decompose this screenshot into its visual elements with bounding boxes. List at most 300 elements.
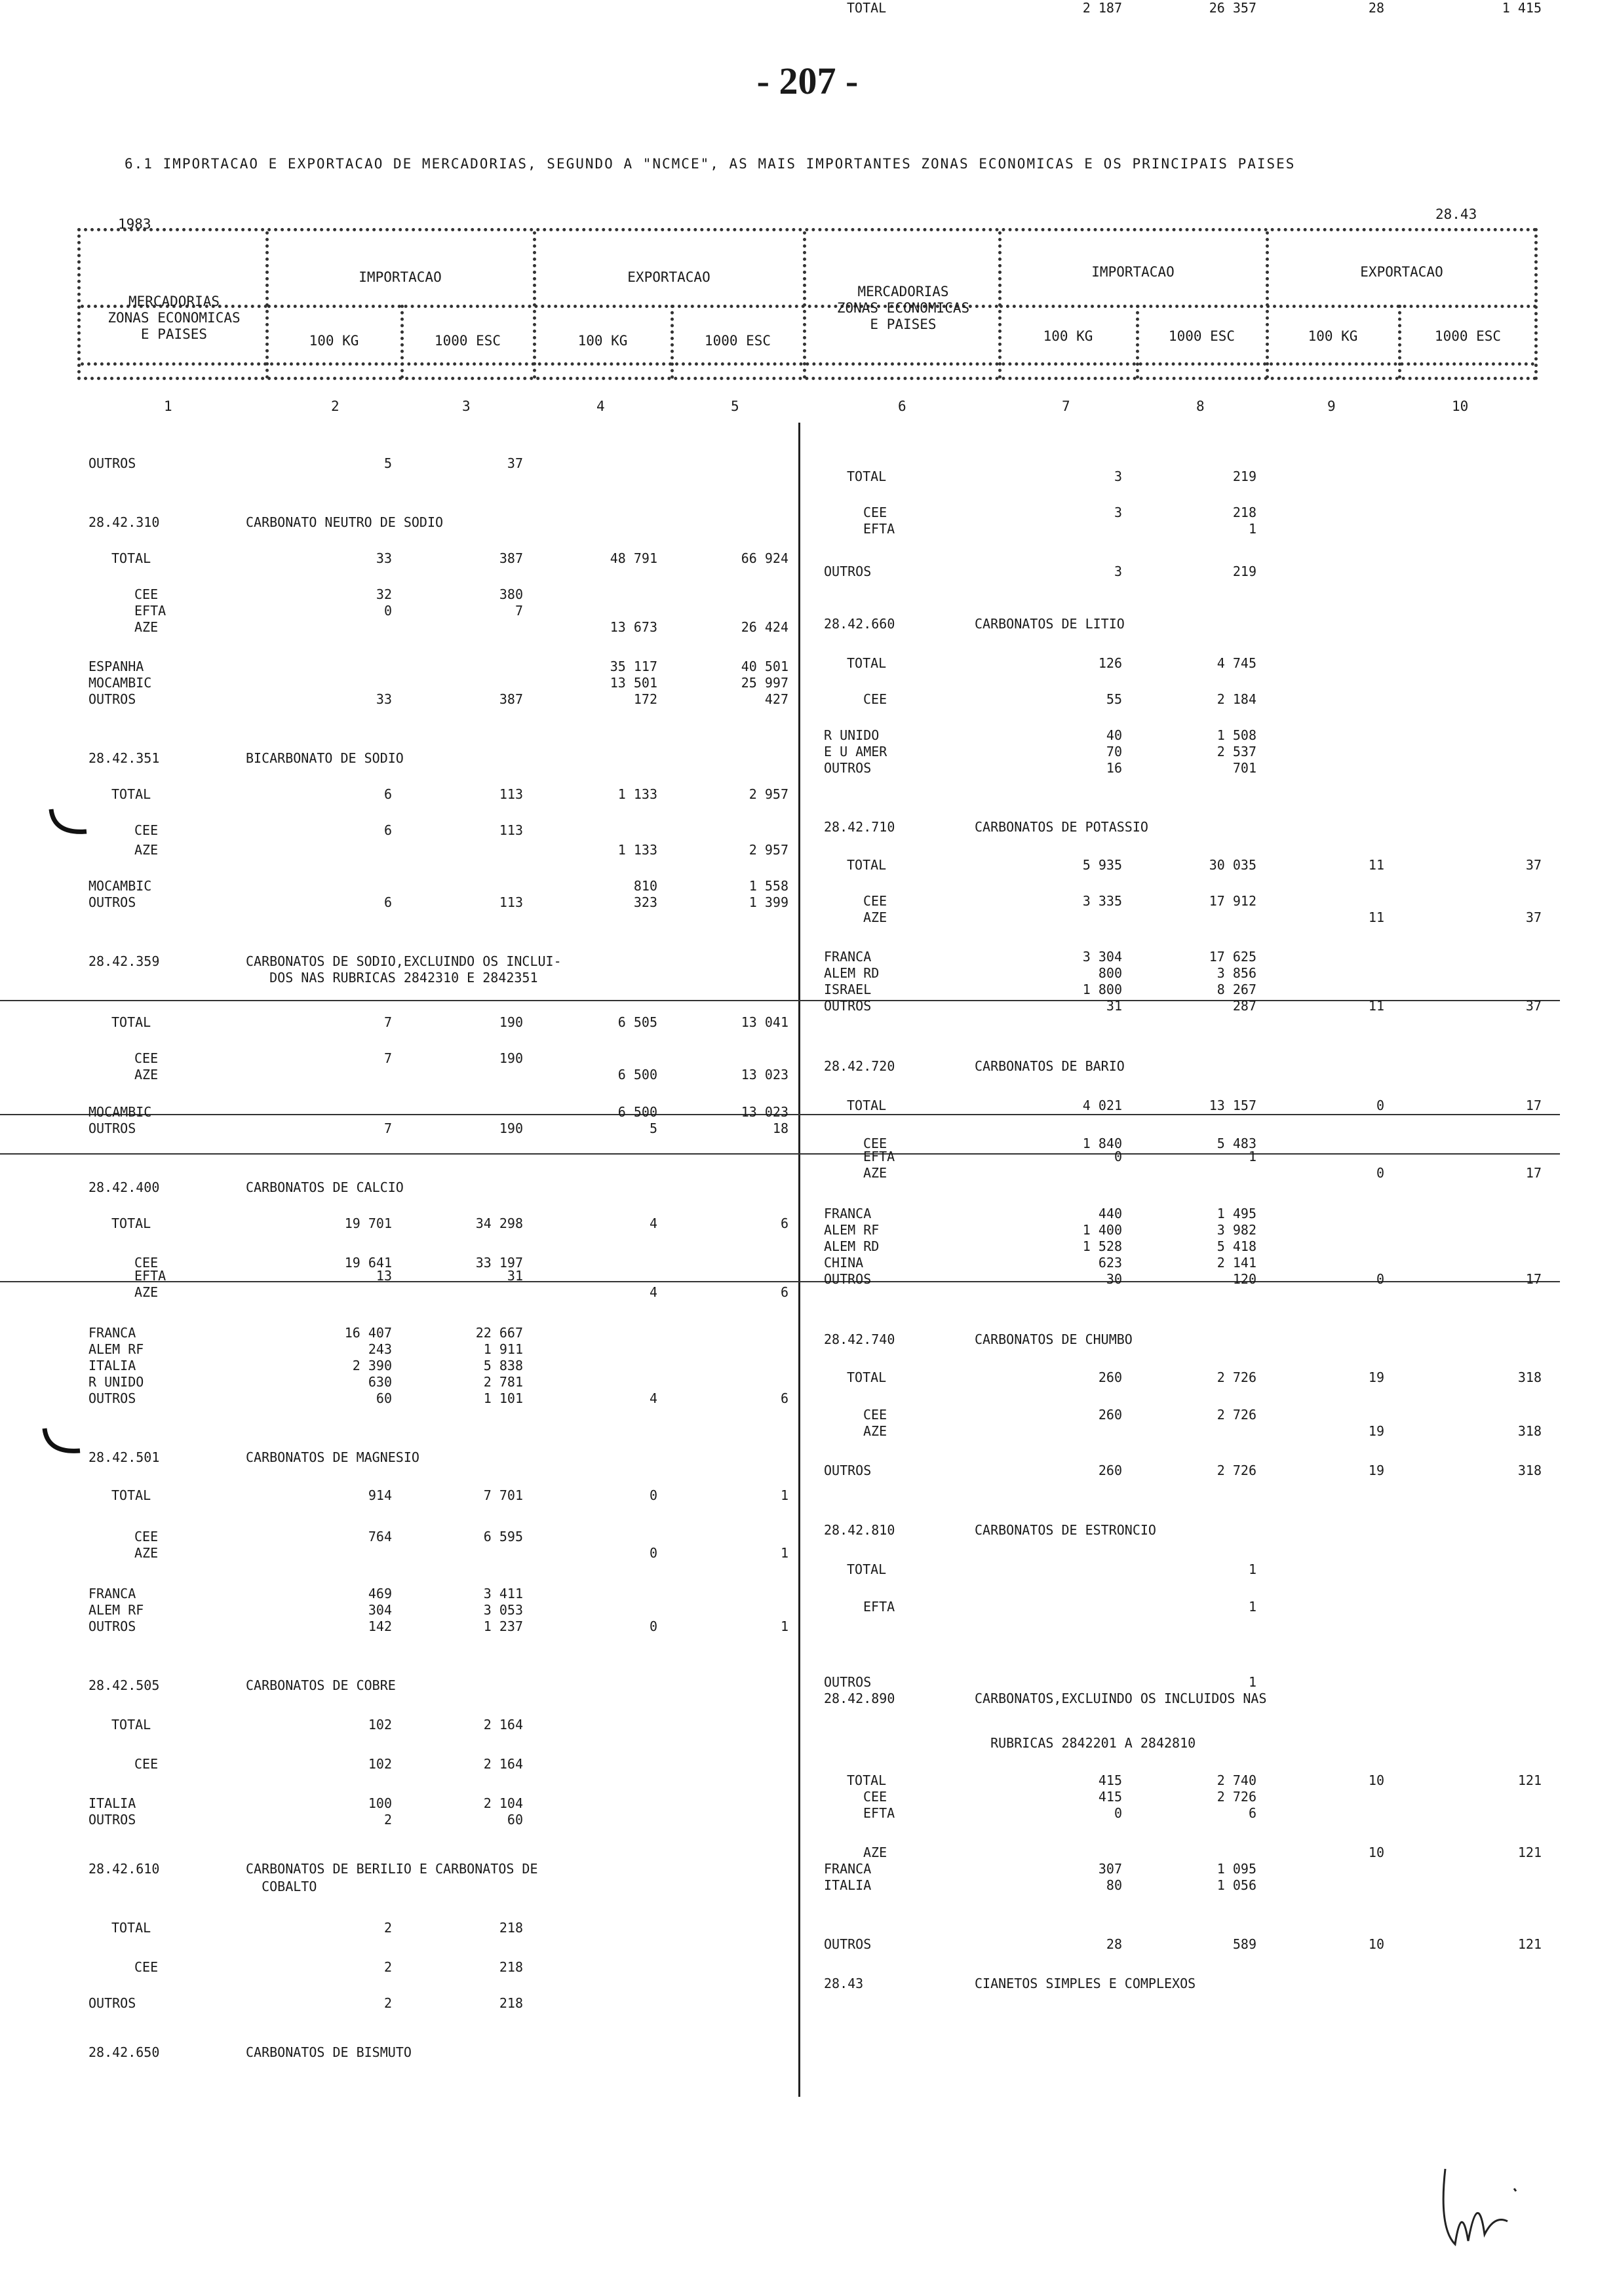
table-row bbox=[0, 1795, 798, 1811]
header-1000esc: 1000 ESC bbox=[434, 333, 501, 349]
row-label: OUTROS bbox=[88, 455, 136, 471]
column-number: 1 bbox=[164, 398, 172, 414]
row-label: FRANCA bbox=[88, 1325, 136, 1341]
table-heading-row bbox=[801, 1522, 1587, 1538]
import-1000esc-cell: 17 625 bbox=[1209, 949, 1256, 965]
export-100kg-cell: 28 bbox=[1368, 0, 1384, 16]
export-100kg-cell: 11 bbox=[1368, 998, 1384, 1014]
table-row bbox=[801, 760, 1587, 776]
row-label: FRANCA bbox=[824, 949, 872, 965]
export-1000esc-cell: 25 997 bbox=[741, 675, 788, 691]
export-100kg-cell: 10 bbox=[1368, 1845, 1384, 1860]
import-100kg-cell: 623 bbox=[1098, 1255, 1122, 1271]
row-label: AZE bbox=[134, 842, 159, 858]
row-label: OUTROS bbox=[88, 691, 136, 707]
row-label: CEE bbox=[863, 1407, 887, 1423]
import-100kg-cell: 243 bbox=[368, 1341, 392, 1357]
import-1000esc-cell: 6 bbox=[1248, 1805, 1256, 1821]
export-100kg-cell: 19 bbox=[1368, 1423, 1384, 1439]
export-100kg-cell: 1 133 bbox=[617, 842, 657, 858]
import-100kg-cell: 142 bbox=[368, 1618, 392, 1634]
commodity-description: CARBONATOS DE LITIO bbox=[975, 616, 1125, 632]
table-heading-row bbox=[0, 970, 798, 985]
table-row bbox=[0, 1959, 798, 1975]
row-label: OUTROS bbox=[88, 1120, 136, 1136]
import-100kg-cell: 2 bbox=[383, 1920, 392, 1936]
table-row bbox=[0, 1586, 798, 1601]
import-100kg-cell: 31 bbox=[1106, 998, 1122, 1014]
import-100kg-cell: 19 701 bbox=[344, 1215, 392, 1231]
table-row bbox=[0, 894, 798, 910]
commodity-code: 28.42.890 bbox=[824, 1691, 895, 1706]
export-1000esc-cell: 37 bbox=[1525, 857, 1542, 873]
row-label: ALEM RD bbox=[824, 965, 880, 981]
row-label: AZE bbox=[134, 619, 159, 635]
export-1000esc-cell: 1 bbox=[780, 1487, 788, 1503]
row-label: OUTROS bbox=[824, 998, 872, 1014]
commodity-code: 28.42.710 bbox=[824, 819, 895, 835]
row-label: ALEM RF bbox=[88, 1602, 144, 1618]
table-row bbox=[0, 1358, 798, 1373]
import-100kg-cell: 440 bbox=[1098, 1206, 1122, 1221]
import-100kg-cell: 1 528 bbox=[1082, 1238, 1122, 1254]
row-label: CHINA bbox=[824, 1255, 864, 1271]
import-1000esc-cell: 2 781 bbox=[483, 1374, 523, 1390]
header-100kg: 100 KG bbox=[309, 333, 359, 349]
table-row bbox=[801, 0, 1587, 16]
header-exportacao: EXPORTACAO bbox=[627, 269, 710, 285]
import-1000esc-cell: 30 035 bbox=[1209, 857, 1256, 873]
export-100kg-cell: 6 500 bbox=[617, 1067, 657, 1082]
export-100kg-cell: 19 bbox=[1368, 1463, 1384, 1478]
row-label: CEE bbox=[863, 1789, 887, 1805]
table-row bbox=[801, 909, 1587, 925]
export-1000esc-cell: 2 957 bbox=[749, 842, 788, 858]
row-label: EFTA bbox=[134, 1268, 166, 1284]
table-row bbox=[0, 1529, 798, 1544]
export-100kg-cell: 0 bbox=[649, 1618, 657, 1634]
import-1000esc-cell: 1 bbox=[1248, 1149, 1256, 1164]
import-100kg-cell: 1 800 bbox=[1082, 982, 1122, 997]
row-label: FRANCA bbox=[88, 1586, 136, 1601]
row-label: E U AMER bbox=[824, 744, 887, 759]
row-label: OUTROS bbox=[824, 1463, 872, 1478]
import-100kg-cell: 800 bbox=[1098, 965, 1122, 981]
import-100kg-cell: 5 bbox=[383, 455, 392, 471]
header-importacao: IMPORTACAO bbox=[1091, 264, 1175, 280]
import-100kg-cell: 1 840 bbox=[1082, 1136, 1122, 1151]
row-label: TOTAL bbox=[847, 655, 887, 671]
import-1000esc-cell: 218 bbox=[499, 1920, 523, 1936]
table-row bbox=[801, 1369, 1587, 1385]
import-100kg-cell: 3 304 bbox=[1082, 949, 1122, 965]
table-row bbox=[0, 550, 798, 566]
import-1000esc-cell: 2 164 bbox=[483, 1717, 523, 1732]
import-1000esc-cell: 2 184 bbox=[1216, 691, 1256, 707]
commodity-code: 28.42.740 bbox=[824, 1331, 895, 1347]
import-100kg-cell: 80 bbox=[1106, 1877, 1122, 1893]
import-100kg-cell: 6 bbox=[383, 786, 392, 802]
export-100kg-cell: 19 bbox=[1368, 1369, 1384, 1385]
table-row bbox=[0, 1920, 798, 1936]
table-row bbox=[0, 1284, 798, 1300]
table-row bbox=[801, 1423, 1587, 1439]
row-label: OUTROS bbox=[88, 1618, 136, 1634]
row-label: CEE bbox=[863, 505, 887, 520]
table-heading-row bbox=[0, 2044, 798, 2060]
row-label: TOTAL bbox=[111, 1014, 151, 1030]
import-100kg-cell: 40 bbox=[1106, 727, 1122, 743]
table-row bbox=[801, 1255, 1587, 1271]
export-1000esc-cell: 37 bbox=[1525, 909, 1542, 925]
import-100kg-cell: 1 400 bbox=[1082, 1222, 1122, 1238]
table-row bbox=[801, 1463, 1587, 1478]
column-number: 8 bbox=[1196, 398, 1205, 414]
import-100kg-cell: 0 bbox=[1114, 1805, 1122, 1821]
import-1000esc-cell: 218 bbox=[1232, 505, 1256, 520]
export-100kg-cell: 4 bbox=[649, 1284, 657, 1300]
table-row bbox=[801, 1877, 1587, 1893]
import-100kg-cell: 16 bbox=[1106, 760, 1122, 776]
commodity-description: CIANETOS SIMPLES E COMPLEXOS bbox=[975, 1976, 1196, 1991]
table-heading-row bbox=[0, 1449, 798, 1465]
import-1000esc-cell: 218 bbox=[499, 1995, 523, 2011]
export-100kg-cell: 172 bbox=[633, 691, 657, 707]
signature-initials bbox=[1432, 2149, 1530, 2254]
export-100kg-cell: 11 bbox=[1368, 857, 1384, 873]
export-100kg-cell: 4 bbox=[649, 1215, 657, 1231]
table-row bbox=[801, 857, 1587, 873]
table-heading-row bbox=[801, 1735, 1587, 1751]
table-heading-row bbox=[0, 1179, 798, 1195]
import-1000esc-cell: 113 bbox=[499, 786, 523, 802]
import-1000esc-cell: 1 911 bbox=[483, 1341, 523, 1357]
import-1000esc-cell: 387 bbox=[499, 691, 523, 707]
row-label: OUTROS bbox=[88, 1812, 136, 1827]
export-1000esc-cell: 40 501 bbox=[741, 659, 788, 674]
import-1000esc-cell: 60 bbox=[507, 1812, 523, 1827]
import-100kg-cell: 100 bbox=[368, 1795, 392, 1811]
import-1000esc-cell: 4 745 bbox=[1216, 655, 1256, 671]
export-100kg-cell: 0 bbox=[1376, 1098, 1384, 1113]
column-number: 7 bbox=[1062, 398, 1070, 414]
table-row bbox=[0, 1374, 798, 1390]
commodity-description: CARBONATOS DE BISMUTO bbox=[246, 2044, 412, 2060]
row-label: TOTAL bbox=[847, 0, 887, 16]
import-1000esc-cell: 31 bbox=[507, 1268, 523, 1284]
import-1000esc-cell: 2 726 bbox=[1216, 1407, 1256, 1423]
commodity-description: CARBONATOS DE POTASSIO bbox=[975, 819, 1148, 835]
import-100kg-cell: 307 bbox=[1098, 1861, 1122, 1877]
table-heading-row bbox=[801, 1691, 1587, 1706]
row-label: EFTA bbox=[863, 1149, 895, 1164]
table-heading-row bbox=[0, 953, 798, 969]
export-1000esc-cell: 1 558 bbox=[749, 878, 788, 894]
row-label: ALEM RF bbox=[824, 1222, 880, 1238]
section-ref: 28.43 bbox=[1435, 206, 1477, 222]
import-100kg-cell: 126 bbox=[1098, 655, 1122, 671]
import-1000esc-cell: 13 157 bbox=[1209, 1098, 1256, 1113]
header-100kg: 100 KG bbox=[1043, 328, 1093, 344]
import-1000esc-cell: 5 418 bbox=[1216, 1238, 1256, 1254]
table-row bbox=[0, 1120, 798, 1136]
table-heading-row bbox=[0, 1677, 798, 1693]
table-row bbox=[801, 1789, 1587, 1805]
table-row bbox=[0, 659, 798, 674]
table-row bbox=[0, 603, 798, 619]
row-label: OUTROS bbox=[824, 1936, 872, 1952]
export-1000esc-cell: 318 bbox=[1517, 1423, 1542, 1439]
import-1000esc-cell: 1 bbox=[1248, 521, 1256, 537]
import-100kg-cell: 260 bbox=[1098, 1369, 1122, 1385]
export-1000esc-cell: 17 bbox=[1525, 1271, 1542, 1287]
commodity-description: BICARBONATO DE SODIO bbox=[246, 750, 404, 766]
table-row bbox=[0, 1995, 798, 2011]
import-1000esc-cell: 7 bbox=[515, 603, 523, 619]
import-100kg-cell: 2 187 bbox=[1082, 0, 1122, 16]
import-1000esc-cell: 1 101 bbox=[483, 1390, 523, 1406]
import-100kg-cell: 260 bbox=[1098, 1463, 1122, 1478]
column-separator bbox=[798, 423, 800, 2097]
row-label: TOTAL bbox=[847, 469, 887, 484]
table-row bbox=[0, 1618, 798, 1634]
import-1000esc-cell: 1 495 bbox=[1216, 1206, 1256, 1221]
header-divider bbox=[81, 362, 1536, 366]
export-1000esc-cell: 318 bbox=[1517, 1369, 1542, 1385]
table-row bbox=[0, 786, 798, 802]
table-row bbox=[801, 1407, 1587, 1423]
table-heading-row bbox=[0, 1861, 798, 1877]
import-100kg-cell: 2 bbox=[383, 1812, 392, 1827]
import-100kg-cell: 415 bbox=[1098, 1772, 1122, 1788]
import-100kg-cell: 3 bbox=[1114, 469, 1122, 484]
import-100kg-cell: 5 935 bbox=[1082, 857, 1122, 873]
table-row bbox=[801, 744, 1587, 759]
table-row bbox=[801, 564, 1587, 579]
commodity-code: 28.42.650 bbox=[88, 2044, 160, 2060]
import-1000esc-cell: 34 298 bbox=[475, 1215, 523, 1231]
commodity-description: CARBONATOS DE BARIO bbox=[975, 1058, 1125, 1074]
column-number: 3 bbox=[462, 398, 471, 414]
table-row bbox=[0, 878, 798, 894]
import-100kg-cell: 2 bbox=[383, 1995, 392, 2011]
table-heading-row bbox=[0, 514, 798, 530]
export-100kg-cell: 810 bbox=[633, 878, 657, 894]
export-1000esc-cell: 13 023 bbox=[741, 1067, 788, 1082]
column-number: 10 bbox=[1452, 398, 1469, 414]
import-1000esc-cell: 701 bbox=[1232, 760, 1256, 776]
table-row bbox=[0, 1717, 798, 1732]
table-heading-row bbox=[801, 819, 1587, 835]
row-label: FRANCA bbox=[824, 1206, 872, 1221]
import-100kg-cell: 30 bbox=[1106, 1271, 1122, 1287]
row-label: TOTAL bbox=[111, 1487, 151, 1503]
commodity-code: 28.42.351 bbox=[88, 750, 160, 766]
row-label: ESPANHA bbox=[88, 659, 144, 674]
import-1000esc-cell: 218 bbox=[499, 1959, 523, 1975]
export-1000esc-cell: 121 bbox=[1517, 1936, 1542, 1952]
export-100kg-cell: 11 bbox=[1368, 909, 1384, 925]
commodity-description: CARBONATOS DE CALCIO bbox=[246, 1179, 404, 1195]
table-row bbox=[0, 842, 798, 858]
table-row bbox=[801, 1271, 1587, 1287]
row-label: TOTAL bbox=[111, 786, 151, 802]
table-row bbox=[801, 469, 1587, 484]
table-row bbox=[801, 1165, 1587, 1181]
table-row bbox=[0, 1602, 798, 1618]
export-1000esc-cell: 37 bbox=[1525, 998, 1542, 1014]
commodity-code: 28.42.310 bbox=[88, 514, 160, 530]
table-heading-row bbox=[801, 1331, 1587, 1347]
table-row bbox=[801, 691, 1587, 707]
export-100kg-cell: 1 133 bbox=[617, 786, 657, 802]
import-1000esc-cell: 2 141 bbox=[1216, 1255, 1256, 1271]
table-row bbox=[801, 1845, 1587, 1860]
export-100kg-cell: 13 673 bbox=[610, 619, 657, 635]
table-row bbox=[0, 1067, 798, 1082]
row-label: AZE bbox=[134, 1545, 159, 1561]
row-label: TOTAL bbox=[847, 1369, 887, 1385]
import-1000esc-cell: 589 bbox=[1232, 1936, 1256, 1952]
export-100kg-cell: 6 500 bbox=[617, 1104, 657, 1120]
table-row bbox=[801, 505, 1587, 520]
table-row bbox=[801, 1238, 1587, 1254]
import-100kg-cell: 6 bbox=[383, 894, 392, 910]
table-heading-row bbox=[801, 1058, 1587, 1074]
header-1000esc: 1000 ESC bbox=[704, 333, 771, 349]
import-1000esc-cell: 190 bbox=[499, 1120, 523, 1136]
export-1000esc-cell: 1 399 bbox=[749, 894, 788, 910]
import-1000esc-cell: 190 bbox=[499, 1014, 523, 1030]
row-label: EFTA bbox=[134, 603, 166, 619]
export-100kg-cell: 323 bbox=[633, 894, 657, 910]
header-mercadorias-left: MERCADORIAS ZONAS ECONOMICAS E PAISES bbox=[107, 294, 241, 342]
row-label: TOTAL bbox=[847, 1098, 887, 1113]
commodity-description: RUBRICAS 2842201 A 2842810 bbox=[975, 1735, 1196, 1751]
import-100kg-cell: 3 bbox=[1114, 564, 1122, 579]
export-100kg-cell: 10 bbox=[1368, 1936, 1384, 1952]
export-100kg-cell: 4 bbox=[649, 1390, 657, 1406]
import-1000esc-cell: 3 411 bbox=[483, 1586, 523, 1601]
import-1000esc-cell: 190 bbox=[499, 1050, 523, 1066]
import-1000esc-cell: 113 bbox=[499, 822, 523, 838]
table-row bbox=[801, 1098, 1587, 1113]
export-1000esc-cell: 1 415 bbox=[1502, 0, 1542, 16]
row-label: ISRAEL bbox=[824, 982, 872, 997]
row-label: AZE bbox=[863, 1165, 887, 1181]
header-1000esc: 1000 ESC bbox=[1434, 328, 1502, 344]
row-label: R UNIDO bbox=[88, 1374, 144, 1390]
import-1000esc-cell: 3 856 bbox=[1216, 965, 1256, 981]
row-label: TOTAL bbox=[847, 857, 887, 873]
header-divider bbox=[265, 231, 269, 379]
table-row bbox=[0, 1341, 798, 1357]
row-label: OUTROS bbox=[824, 760, 872, 776]
row-label: ALEM RF bbox=[88, 1341, 144, 1357]
table-row bbox=[801, 965, 1587, 981]
table-row bbox=[0, 1104, 798, 1120]
table-row bbox=[801, 655, 1587, 671]
import-1000esc-cell: 7 701 bbox=[483, 1487, 523, 1503]
table-title: 6.1 IMPORTACAO E EXPORTACAO DE MERCADORIAS, SEGUNDO A "NCMCE", AS MAIS IMPORTANTES ZONAS ECONOMICAS E OS PRINCIPAIS PAISES bbox=[125, 156, 1296, 172]
header-100kg: 100 KG bbox=[1308, 328, 1358, 344]
import-1000esc-cell: 33 197 bbox=[475, 1255, 523, 1271]
row-label: OUTROS bbox=[88, 894, 136, 910]
table-row bbox=[801, 893, 1587, 909]
row-label: ALEM RD bbox=[824, 1238, 880, 1254]
table-row bbox=[0, 1325, 798, 1341]
import-1000esc-cell: 2 164 bbox=[483, 1756, 523, 1772]
import-100kg-cell: 260 bbox=[1098, 1407, 1122, 1423]
table-row bbox=[801, 1674, 1587, 1690]
import-100kg-cell: 6 bbox=[383, 822, 392, 838]
commodity-code: 28.42.720 bbox=[824, 1058, 895, 1074]
table-row bbox=[0, 455, 798, 471]
export-1000esc-cell: 427 bbox=[764, 691, 788, 707]
commodity-description: CARBONATOS DE COBRE bbox=[246, 1677, 396, 1693]
import-100kg-cell: 3 335 bbox=[1082, 893, 1122, 909]
row-label: TOTAL bbox=[111, 1215, 151, 1231]
import-1000esc-cell: 113 bbox=[499, 894, 523, 910]
import-100kg-cell: 2 bbox=[383, 1959, 392, 1975]
import-100kg-cell: 55 bbox=[1106, 691, 1122, 707]
export-1000esc-cell: 66 924 bbox=[741, 550, 788, 566]
commodity-description: CARBONATO NEUTRO DE SODIO bbox=[246, 514, 444, 530]
import-1000esc-cell: 5 483 bbox=[1216, 1136, 1256, 1151]
import-1000esc-cell: 37 bbox=[507, 455, 523, 471]
row-label: AZE bbox=[863, 909, 887, 925]
import-100kg-cell: 630 bbox=[368, 1374, 392, 1390]
page-number: - 207 - bbox=[756, 60, 859, 102]
export-100kg-cell: 6 505 bbox=[617, 1014, 657, 1030]
row-label: FRANCA bbox=[824, 1861, 872, 1877]
column-number: 9 bbox=[1327, 398, 1336, 414]
row-label: ITALIA bbox=[88, 1358, 136, 1373]
import-1000esc-cell: 380 bbox=[499, 586, 523, 602]
header-divider bbox=[267, 305, 870, 308]
import-100kg-cell: 7 bbox=[383, 1050, 392, 1066]
table-heading-row bbox=[801, 616, 1587, 632]
row-label: TOTAL bbox=[847, 1772, 887, 1788]
import-100kg-cell: 0 bbox=[383, 603, 392, 619]
export-100kg-cell: 48 791 bbox=[610, 550, 657, 566]
table-row bbox=[801, 521, 1587, 537]
import-1000esc-cell: 219 bbox=[1232, 564, 1256, 579]
import-100kg-cell: 304 bbox=[368, 1602, 392, 1618]
header-divider bbox=[803, 231, 806, 379]
export-1000esc-cell: 318 bbox=[1517, 1463, 1542, 1478]
import-100kg-cell: 19 641 bbox=[344, 1255, 392, 1271]
row-label: OUTROS bbox=[824, 564, 872, 579]
row-label: CEE bbox=[134, 586, 159, 602]
import-1000esc-cell: 1 bbox=[1248, 1599, 1256, 1615]
commodity-description: CARBONATOS DE SODIO,EXCLUINDO OS INCLUI- bbox=[246, 953, 562, 969]
import-100kg-cell: 16 407 bbox=[344, 1325, 392, 1341]
import-100kg-cell: 0 bbox=[1114, 1149, 1122, 1164]
import-100kg-cell: 33 bbox=[376, 691, 392, 707]
row-label: AZE bbox=[134, 1067, 159, 1082]
table-heading-row bbox=[801, 1976, 1587, 1991]
import-1000esc-cell: 1 bbox=[1248, 1674, 1256, 1690]
import-1000esc-cell: 287 bbox=[1232, 998, 1256, 1014]
import-1000esc-cell: 2 726 bbox=[1216, 1789, 1256, 1805]
row-label: TOTAL bbox=[111, 550, 151, 566]
commodity-code: 28.42.810 bbox=[824, 1522, 895, 1538]
row-label: MOCAMBIC bbox=[88, 878, 152, 894]
import-1000esc-cell: 2 537 bbox=[1216, 744, 1256, 759]
export-1000esc-cell: 17 bbox=[1525, 1098, 1542, 1113]
table-row bbox=[0, 1268, 798, 1284]
